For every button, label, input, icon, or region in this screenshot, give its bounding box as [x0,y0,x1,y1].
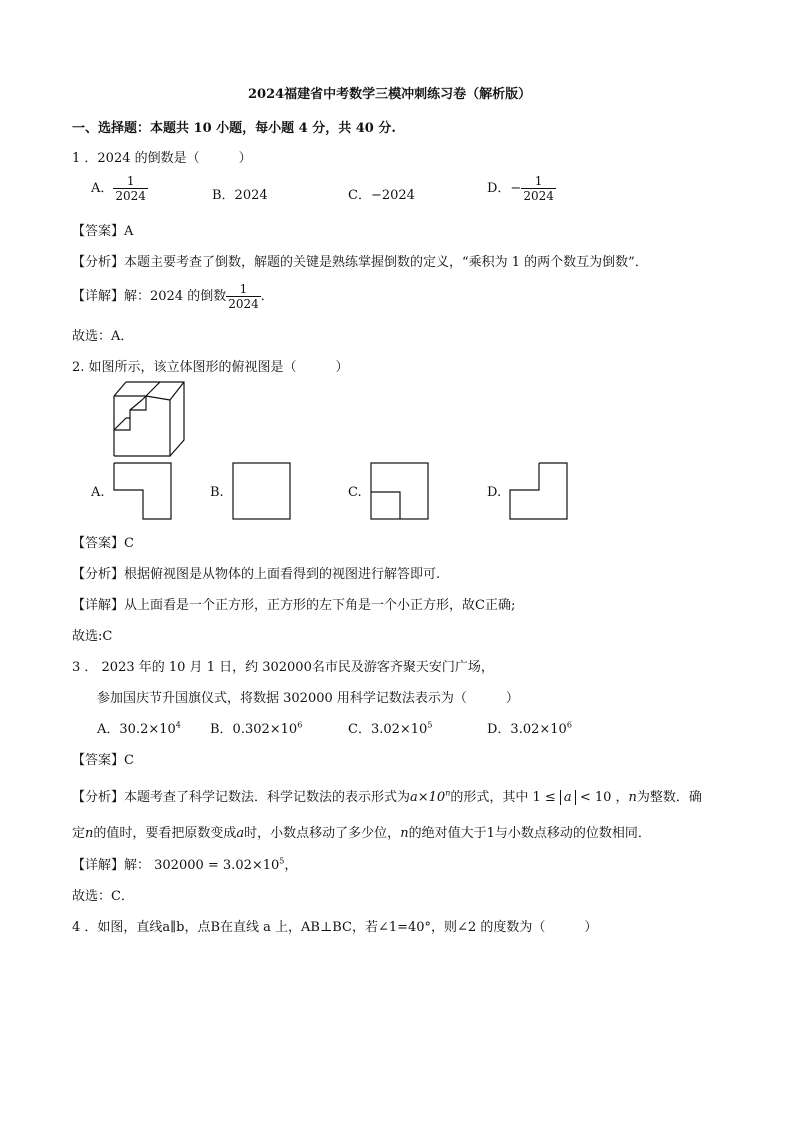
q3-option-b [210,718,302,737]
q2-option-c-label: C. [348,485,362,500]
text-run: 为整数．确 [636,790,702,805]
q1-option-d-fraction [521,174,556,203]
q1-analysis: 【分析】本题主要考查了倒数，解题的关键是熟练掌握倒数的定义，“乘积为 1 的两个数互为倒数”． [72,255,648,270]
q2-analysis: 【分析】根据俯视图是从物体的上面看得到的视图进行解答即可. [72,567,441,582]
q1-option-d-label: D．− [487,181,522,196]
q2-option-d-label: D. [487,485,502,500]
q1-detail [72,282,274,311]
text-run: 【分析】本题考查了科学记数法．科学记数法的表示形式为 [72,790,411,805]
q3-analysis-line2 [72,822,651,841]
q2-detail: 【详解】从上面看是一个正方形，正方形的左下角是一个小正方形，故C正确; [72,598,516,613]
q2-answer: 【答案】C [72,536,134,551]
math-exponent: n [445,788,451,798]
q3-detail-text: 【详解】解： 302000 = 3.02×10 [72,858,280,873]
q1-choose: 故选：A． [72,329,134,344]
q3-detail-suffix: ， [284,858,298,873]
q1-stem: 1 ．2024 的倒数是（ ） [72,151,252,166]
page-title: 2024福建省中考数学三模冲刺练习卷（解析版） [248,87,532,102]
q2-option-b-label: B. [210,485,224,500]
q1-option-b: B．2024 [212,188,268,203]
math-abs-value: a [560,790,576,805]
math-run: a×10 [410,790,446,805]
q1-detail-text: 【详解】解：2024 的倒数 [72,289,227,304]
q2-option-b-figure [232,462,292,520]
fraction-numerator: 1 [239,282,248,296]
text-run: 的值时，要看把原数变成 [93,826,237,841]
q1-option-a [91,174,148,203]
q3-stem-line2: 参加国庆节升国旗仪式，将数据 302000 用科学记数法表示为（ ） [97,691,519,706]
math-run: a [236,826,245,841]
q1-answer: 【答案】A [72,224,134,239]
q2-option-d-figure [509,462,569,520]
q3-option-a [97,718,181,737]
q1-option-d [487,174,556,203]
q2-option-c-figure [370,462,430,520]
q3-option-a-text: A．30.2×10 [97,722,176,737]
q3-option-c [348,718,432,737]
fraction-denominator: 2024 [228,297,259,311]
q2-choose: 故选:C [72,629,113,644]
q3-option-b-exponent: 6 [297,720,303,730]
text-run: 的绝对值大于1与小数点移动的位数相同． [408,826,651,841]
q2-stem: 2. 如图所示，该立体图形的俯视图是（ ） [72,360,349,375]
q4-stem: 4 ．如图，直线a∥b，点B在直线 a 上，AB⊥BC，若∠1=40°，则∠2 的度数为（ ） [72,920,598,935]
text-run: 时，小数点移动了多少位， [244,826,401,841]
q3-option-b-text: B．0.302×10 [210,722,298,737]
q2-solid-figure [108,378,193,458]
q1-detail-suffix: ． [260,289,274,304]
math-run: n [400,826,409,841]
q3-option-d-exponent: 6 [566,720,572,730]
q3-detail-exponent: 5 [279,856,285,866]
q3-stem-line1: 3 ． 2023 年的 10 月 1 日，约 302000名市民及游客齐聚天安门广场， [72,660,494,675]
fraction-numerator: 1 [126,174,135,188]
q3-analysis-line1 [72,786,702,805]
q3-option-c-exponent: 5 [427,720,433,730]
q3-option-c-text: C．3.02×10 [348,722,428,737]
q3-detail [72,854,297,873]
q2-option-a-label: A. [91,485,105,500]
fraction-denominator: 2024 [115,189,146,203]
q3-option-d [487,718,572,737]
text-run: < 10 ， [575,790,629,805]
q3-option-d-text: D．3.02×10 [487,722,567,737]
fraction-denominator: 2024 [523,189,554,203]
text-run: 的形式，其中 1 ≤ [450,790,560,805]
math-run: n [85,826,94,841]
section-heading: 一、选择题：本题共 10 小题，每小题 4 分，共 40 分. [72,121,396,136]
q1-option-a-fraction [113,174,148,203]
q1-option-c: C．−2024 [348,188,415,203]
q3-option-a-exponent: 4 [175,720,181,730]
fraction-numerator: 1 [534,174,543,188]
q1-option-a-label: A． [91,181,114,196]
q1-detail-fraction [226,282,261,311]
math-run: n [628,790,637,805]
q3-answer: 【答案】C [72,753,134,768]
text-run: 定 [72,826,86,841]
q3-choose: 故选：C． [72,889,134,904]
q2-option-a-figure [113,462,173,520]
